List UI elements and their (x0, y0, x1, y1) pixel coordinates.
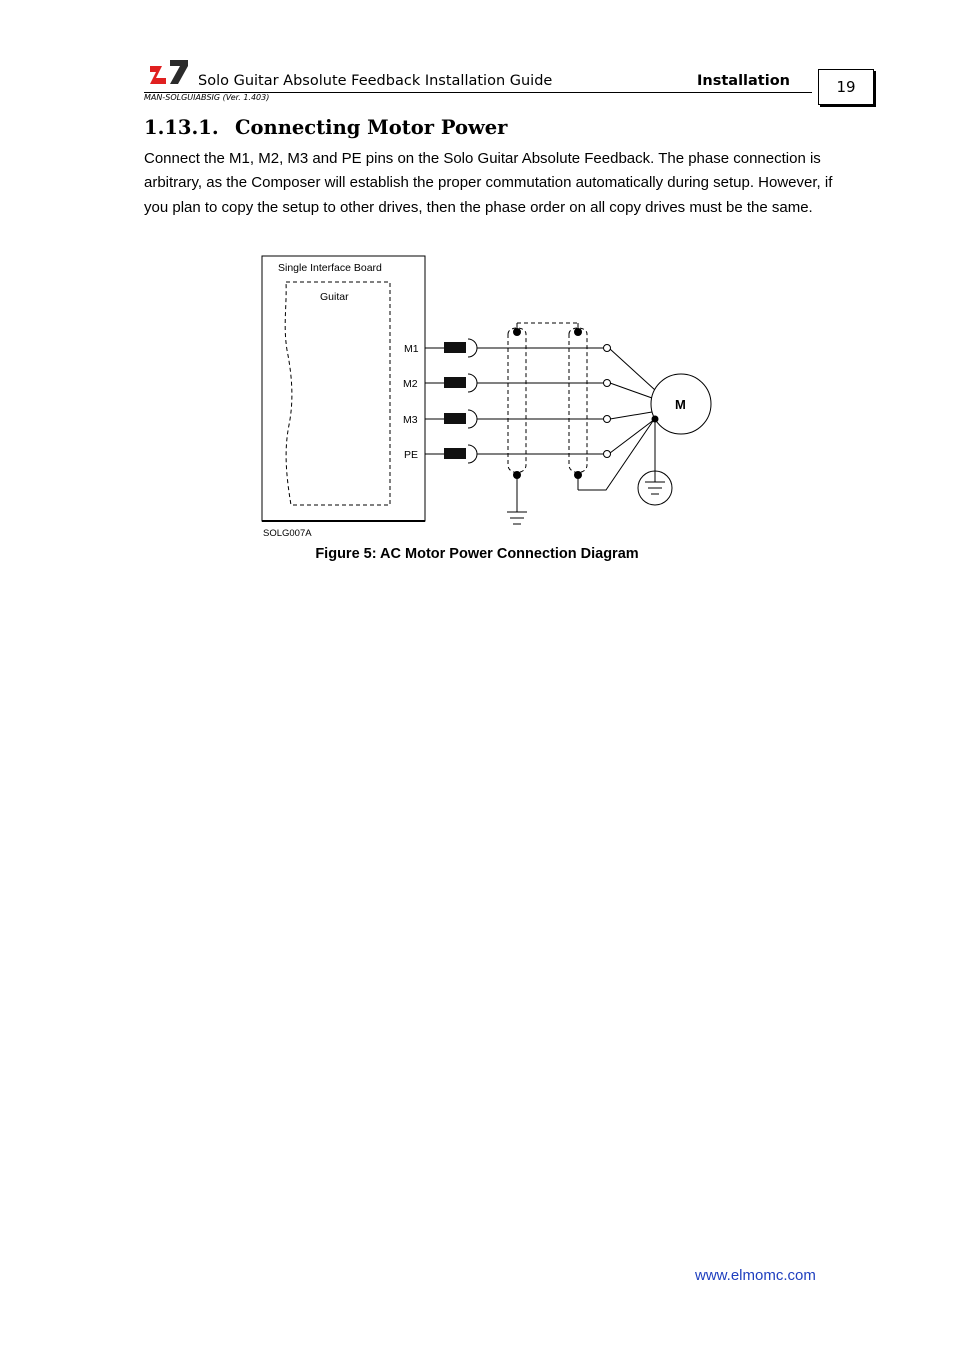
drive-region (285, 282, 390, 505)
figure-code: SOLG007A (263, 528, 312, 539)
terminals (604, 345, 611, 458)
section-heading (144, 116, 507, 139)
pin-label-m1: M1 (404, 343, 419, 355)
document-title: Solo Guitar Absolute Feedback Installation Guide (198, 73, 553, 89)
connector-sockets (468, 339, 477, 463)
elmo-logo (148, 58, 190, 86)
pin-wires (425, 348, 444, 454)
diagram-svg (256, 250, 716, 542)
pin-label-m3: M3 (403, 414, 418, 426)
section-title: Connecting Motor Power (235, 116, 508, 139)
figure-caption: Figure 5: AC Motor Power Connection Diagram (315, 546, 639, 562)
chassis-ground-icon (507, 512, 527, 524)
board-label: Single Interface Board (278, 262, 382, 274)
footer-website-link[interactable]: www.elmomc.com (695, 1267, 816, 1284)
pin-label-pe: PE (404, 449, 419, 461)
motor-power-diagram (256, 250, 716, 542)
pin-label-m2: M2 (403, 378, 418, 390)
cable-shields (508, 323, 587, 473)
shield-nodes (513, 328, 582, 479)
drive-label: Guitar (320, 291, 349, 303)
motor-label: M (675, 397, 686, 412)
earth-ground-icon (638, 471, 672, 505)
connector-plugs (444, 342, 466, 459)
header-section-name: Installation (697, 73, 790, 89)
motor-wires (610, 349, 655, 472)
page-number: 19 (818, 69, 874, 105)
document-version: MAN-SOLGUIABSIG (Ver. 1.403) (144, 93, 270, 102)
cable-lines (477, 348, 603, 454)
shield-ground-wiring (517, 323, 655, 512)
motor-ground-node (652, 416, 659, 423)
body-paragraph: Connect the M1, M2, M3 and PE pins on the Solo Guitar Absolute Feedback. The phase connection is arbitrary, as the Composer will establish the proper commutation automatically during setup. However, if you plan to copy the setup to other drives, then the phase order on all copy drives must be the same. (144, 150, 833, 216)
section-number: 1.13.1. (144, 116, 219, 139)
